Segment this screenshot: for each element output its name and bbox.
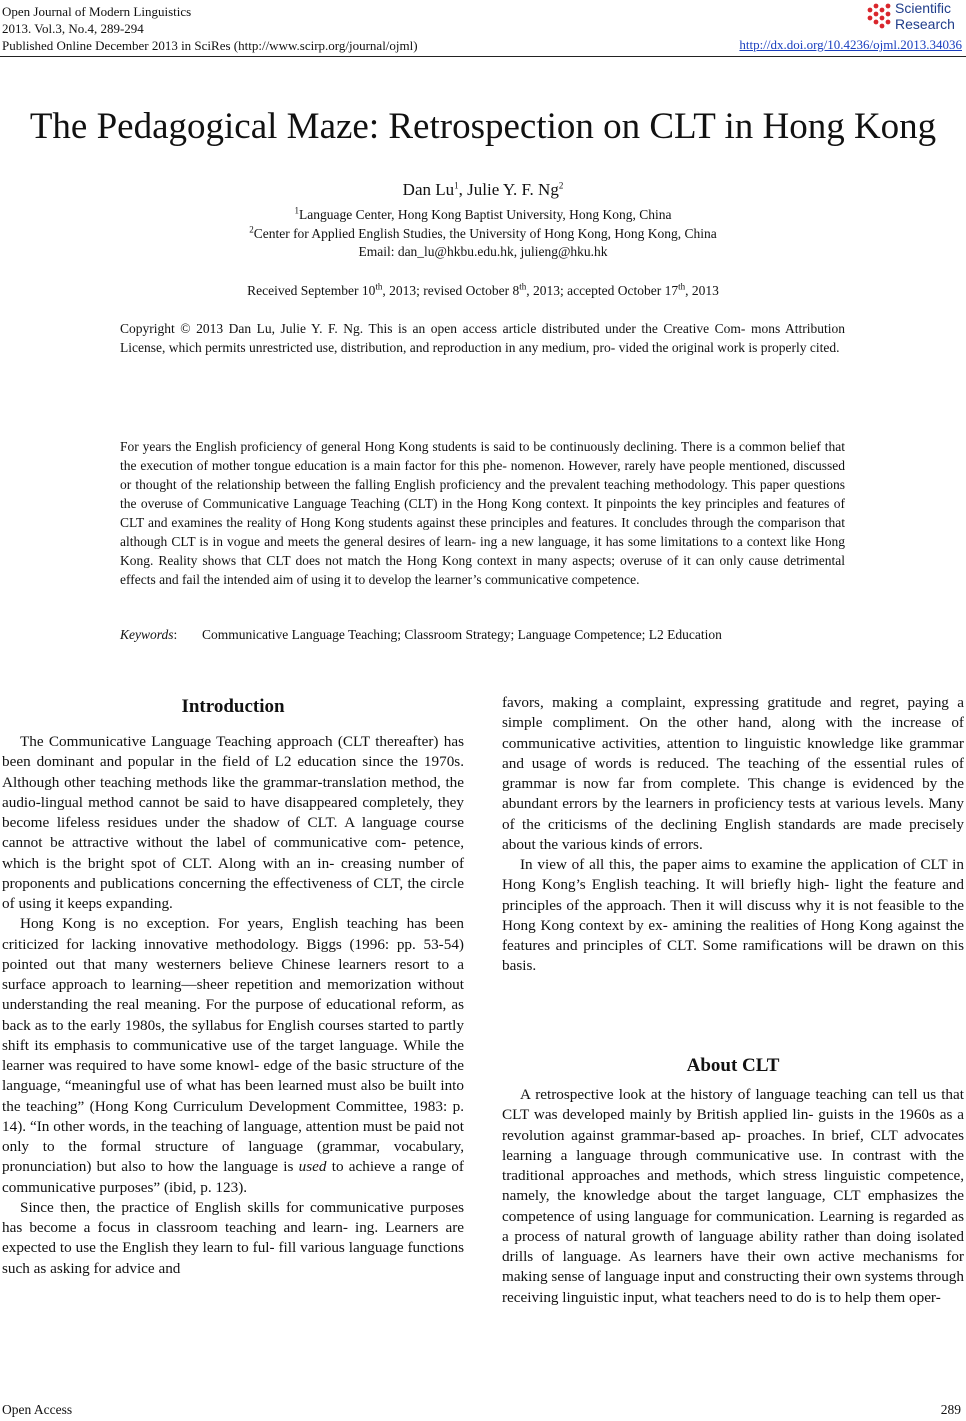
author-2: Julie Y. F. Ng — [467, 180, 559, 199]
introduction-heading: Introduction — [181, 696, 285, 717]
intro-paragraph-3: Since then, the practice of English skills for communicative purposes has become a focus in classroom teaching and learn- ing. Learners are expected to use the English they learn to ful- fill various language functions such as asking for advice and — [2, 1198, 464, 1277]
doi-link[interactable]: http://dx.doi.org/10.4236/ojml.2013.34036 — [739, 37, 962, 52]
keywords-label: Keywords — [120, 627, 174, 642]
header-rule — [0, 56, 966, 57]
journal-volume: 2013. Vol.3, No.4, 289-294 — [2, 21, 144, 36]
affiliation-2: $^2$Center for Applied English Studies, the University of Hong Kong, Hong Kong, China — [249, 224, 717, 241]
journal-published: Published Online December 2013 in SciRes (http://www.scirp.org/journal/ojml) — [2, 38, 418, 53]
affiliation-1: $^1$Language Center, Hong Kong Baptist University, Hong Kong, China — [294, 205, 672, 222]
author-line — [0, 180, 966, 200]
intro-paragraph-continued: favors, making a complaint, expressing gratitude and regret, paying a simple compliment. On the other hand, along with the increase of communicative activities, attention to linguistic knowledge like grammar and usage of words is reduced. The teaching of the essential rules of grammar is now far from complete. This change is evidenced by the abundant errors by the learners in proficiency tests at various levels. Many of the criticisms of the declining English standards are made precisely about the various kinds of errors. — [502, 694, 964, 853]
journal-name: Open Journal of Modern Linguistics — [2, 4, 192, 19]
page-number: 289 — [940, 1402, 961, 1417]
footer-open-access: Open Access — [2, 1402, 73, 1417]
intro-paragraph-2: Hong Kong is no exception. For years, English teaching has been criticized for lacking innovative methodology. Biggs (1996: pp. 53-54) pointed out that many westerners believe Chinese learners resort to a surface approach to learning—sheer repetition and memorization without understanding the real meaning. For the purpose of educational reform, as back as to the early 1980s, the syllabus for English courses started to partly shift its emphasis to communicative use of the target language. While the learner was required to have some knowl- edge of the basic structure of the language, “meaningful use of what has been learned must also be built into the teaching” (Hong Kong Curriculum Development Committee, 1983: p. 14). “In other words, in the teaching of language, attention must be paid not only to the formal structure of language (grammar, vocabulary, pronunciation) but also to how the language is used to achieve a range of communicative purposes” (ibid, p. 123). — [2, 915, 464, 1196]
author-separator: , — [458, 180, 468, 199]
about-clt-paragraph-1: A retrospective look at the history of language teaching can tell us that CLT was developed mainly by British applied lin- guists in the 1960s as a revolution against grammar-based ap- proaches. In brief, CLT advocates learning a language through communicative use. In contrast with the traditional approaches and methods, which stress linguistic competence, namely, the knowledge about the target language, CLT emphasizes the competence of using language for communication. Learning is regarded as a process of natural growth of language ability rather than doing isolated drills of language. As learners have their own active mechanisms for making sense of language input and constructing their own systems through receiving linguistic input, what teachers need to do is to help them oper- — [502, 1086, 964, 1306]
keywords: Keywords: Communicative Language Teaching; Classroom Strategy; Language Competence; L2 Education — [120, 625, 845, 644]
about-clt-heading: About CLT — [686, 1055, 780, 1076]
email-line: Email: dan_lu@hkbu.edu.hk, julieng@hku.hk — [358, 244, 608, 259]
about-clt-body — [502, 1085, 964, 1308]
intro-paragraph-4: In view of all this, the paper aims to examine the application of CLT in Hong Kong’s English teaching. It will briefly high- light the feature and principles of the approach. Then it will discuss why it is not feasible to the Hong Kong context by ex- amining the realities of Hong Kong against the features and principles of CLT. Some ramifications will be drawn on this basis. — [502, 856, 964, 975]
author-2-affil: 2 — [558, 180, 564, 191]
keywords-value: Communicative Language Teaching; Classroom Strategy; Language Competence; L2 Education — [202, 627, 722, 642]
abstract: For years the English proficiency of general Hong Kong students is said to be continuously declining. There is a common belief that the execution of mother tongue education is a main factor for this phe- nomenon. However, rarely have people mentioned, discussed or thought of the relationship between the falling English proficiency and the prevalent teaching methodology. This paper questions the overuse of Communicative Language Teaching (CLT) in the Hong Kong context. It pinpoints the key principles and features of CLT and examines the reality of Hong Kong students against these principles and features. It concludes through the comparison that although CLT is in vogue and meets the general desires of learn- ing a new language, it has some limitations to a context like Hong Kong. Reality shows that CLT does not match the Hong Kong context in many aspects; overuse of it can only cause detrimental effects and fail the intended aim of using it to develop the learner’s communicative competence. — [120, 439, 845, 587]
logo-text: Scientific Research — [895, 0, 955, 32]
author-1: Dan Lu — [402, 180, 455, 199]
journal-header — [2, 3, 418, 54]
intro-paragraph-1: The Communicative Language Teaching approach (CLT thereafter) has been dominant and popular in the field of L2 education since the 1970s. Although other teaching methods like the grammar-translation method, the audio-lingual method cannot be said to have disappeared completely, they become lifeless residues under the shadow of CLT. A language course cannot be attractive without the label of communicative com- petence, which is the bright spot of CLT. Along with an in- creasing number of proponents and publications concerning the effectiveness of CLT, the circle of using it keeps expanding. — [2, 733, 464, 912]
doi-container — [739, 37, 962, 53]
received-dates: Received September 10th, 2013; revised October 8th, 2013; accepted October 17th, 2013 — [247, 281, 719, 298]
paper-title: The Pedagogical Maze: Retrospection on CLT in Hong Kong — [29, 106, 937, 147]
copyright-notice: Copyright © 2013 Dan Lu, Julie Y. F. Ng. This is an open access article distributed under the Creative Com- mons Attribution License, which permits unrestricted use, distribution, and reproduction in any medium, pro- vided the original work is properly cited. — [120, 321, 845, 355]
right-column — [502, 693, 964, 977]
author-1-affil: 1 — [454, 180, 459, 191]
left-column — [2, 732, 464, 1279]
